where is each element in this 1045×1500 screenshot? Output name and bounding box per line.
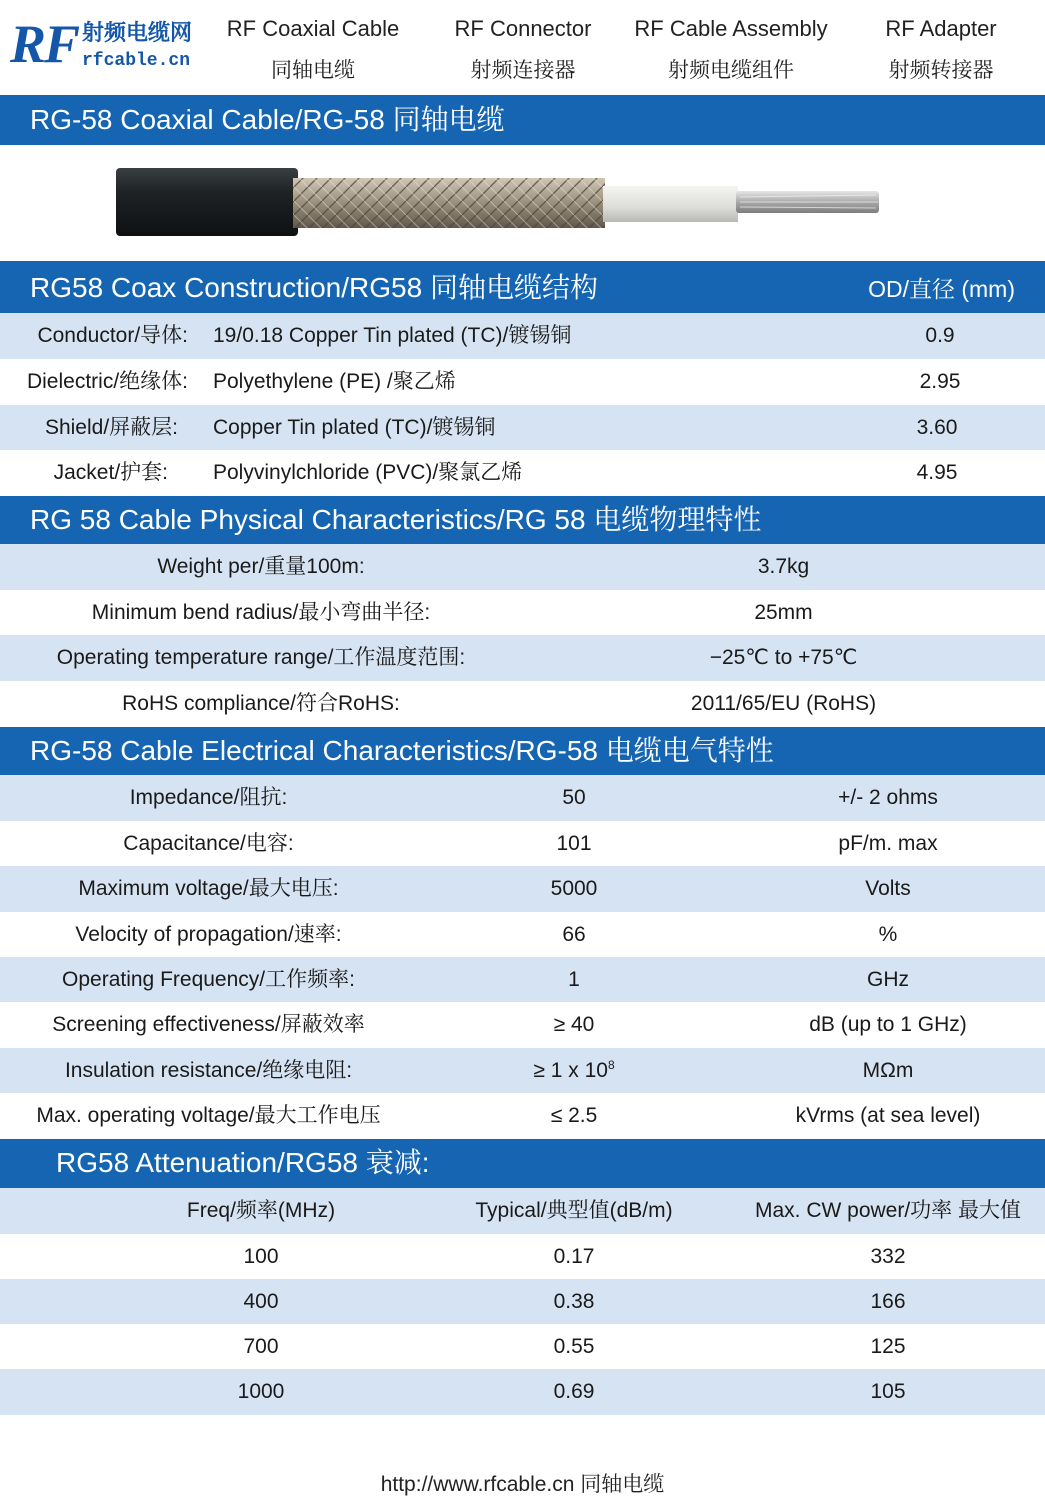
row-value: ≥ 40 bbox=[553, 1013, 595, 1036]
table-row bbox=[0, 359, 1045, 405]
row-description: Copper Tin plated (TC)/镀锡铜 bbox=[213, 416, 496, 439]
table-row bbox=[0, 450, 1045, 496]
nav-label-en: RF Coaxial Cable bbox=[226, 16, 400, 41]
attenuation-section-bar bbox=[0, 1139, 1045, 1188]
row-label: Max. operating voltage/最大工作电压 bbox=[36, 1104, 381, 1127]
table-row bbox=[0, 957, 1045, 1003]
row-od: 3.60 bbox=[916, 416, 958, 439]
table-row bbox=[0, 1279, 1045, 1325]
column-header-typical: Typical/典型值(dB/m) bbox=[475, 1199, 673, 1222]
cell-max-power: 332 bbox=[870, 1245, 906, 1268]
table-row bbox=[0, 1234, 1045, 1280]
nav-label-zh: 射频转接器 bbox=[888, 59, 994, 82]
row-label: Dielectric/绝缘体: bbox=[26, 370, 188, 393]
cell-typical: 0.55 bbox=[553, 1335, 595, 1358]
table-row bbox=[0, 1002, 1045, 1048]
table-row bbox=[0, 681, 1045, 727]
row-unit: pF/m. max bbox=[838, 832, 938, 855]
row-label: Capacitance/电容: bbox=[123, 832, 294, 855]
product-title: RG-58 Coaxial Cable/RG-58 同轴电缆 bbox=[30, 104, 505, 135]
physical-section-bar bbox=[0, 496, 1045, 544]
site-logo[interactable] bbox=[10, 14, 205, 78]
construction-title: RG58 Coax Construction/RG58 同轴电缆结构 bbox=[30, 272, 598, 303]
logo-name: 射频电缆网 bbox=[82, 20, 193, 45]
cell-freq: 400 bbox=[243, 1290, 279, 1313]
row-description: Polyethylene (PE) /聚乙烯 bbox=[213, 370, 456, 393]
row-label: Maximum voltage/最大电压: bbox=[78, 877, 339, 900]
table-row bbox=[0, 635, 1045, 681]
row-value: ≤ 2.5 bbox=[550, 1104, 598, 1127]
cell-max-power: 105 bbox=[870, 1380, 906, 1403]
row-label: Impedance/阻抗: bbox=[129, 786, 288, 809]
cell-max-power: 166 bbox=[870, 1290, 906, 1313]
row-value: 25mm bbox=[754, 601, 813, 624]
nav-label-zh: 同轴电缆 bbox=[271, 59, 355, 82]
table-row bbox=[0, 821, 1045, 867]
table-row bbox=[0, 590, 1045, 636]
nav-rf-adapter[interactable] bbox=[836, 12, 1045, 88]
row-value: −25℃ to +75℃ bbox=[709, 646, 858, 669]
cable-jacket bbox=[116, 168, 298, 236]
value-base: ≥ 1 x 10 bbox=[533, 1059, 608, 1082]
row-value bbox=[417, 1048, 731, 1094]
electrical-title: RG-58 Cable Electrical Characteristics/RG-58 电缆电气特性 bbox=[30, 735, 774, 766]
nav-label-en: RF Connector bbox=[454, 16, 592, 41]
cell-freq: 100 bbox=[243, 1245, 279, 1268]
cable-image bbox=[0, 145, 1045, 261]
logo-url: rfcable.cn bbox=[82, 51, 191, 71]
row-label: Velocity of propagation/速率: bbox=[75, 923, 342, 946]
row-value: 101 bbox=[556, 832, 592, 855]
electrical-section-bar bbox=[0, 727, 1045, 775]
row-value: 5000 bbox=[550, 877, 598, 900]
row-label: Shield/屏蔽层: bbox=[44, 416, 178, 439]
row-label: Conductor/导体: bbox=[37, 324, 188, 347]
row-label: Operating temperature range/工作温度范围: bbox=[56, 646, 466, 669]
footer-url[interactable]: http://www.rfcable.cn 同轴电缆 bbox=[380, 1473, 665, 1496]
row-label: Jacket/护套: bbox=[53, 461, 168, 484]
nav-label-en: RF Adapter bbox=[885, 16, 997, 41]
cable-dielectric bbox=[603, 186, 738, 222]
row-unit: +/- 2 ohms bbox=[838, 786, 938, 809]
table-row bbox=[0, 912, 1045, 958]
product-title-bar bbox=[0, 95, 1045, 145]
cell-freq: 1000 bbox=[237, 1380, 285, 1403]
row-value: 3.7kg bbox=[757, 555, 810, 578]
table-row bbox=[0, 313, 1045, 359]
nav-rf-cable-assembly[interactable] bbox=[626, 12, 836, 88]
logo-mark: RF bbox=[10, 14, 79, 74]
table-row bbox=[0, 1324, 1045, 1370]
cell-freq: 700 bbox=[243, 1335, 279, 1358]
column-header-freq: Freq/频率(MHz) bbox=[186, 1199, 336, 1222]
row-unit: MΩm bbox=[862, 1059, 914, 1082]
row-unit: % bbox=[878, 923, 898, 946]
table-row bbox=[0, 1093, 1045, 1139]
site-header bbox=[0, 0, 1045, 95]
od-column-header: OD/直径 (mm) bbox=[868, 276, 1015, 302]
row-label: Minimum bend radius/最小弯曲半径: bbox=[91, 601, 431, 624]
row-od: 0.9 bbox=[925, 324, 955, 347]
row-label: Insulation resistance/绝缘电阻: bbox=[64, 1059, 353, 1082]
row-value: 50 bbox=[562, 786, 586, 809]
table-row bbox=[0, 866, 1045, 912]
row-value: 2011/65/EU (RoHS) bbox=[690, 692, 877, 715]
cell-max-power: 125 bbox=[870, 1335, 906, 1358]
table-row bbox=[0, 775, 1045, 821]
table-row bbox=[0, 1048, 1045, 1094]
row-description: 19/0.18 Copper Tin plated (TC)/镀锡铜 bbox=[213, 324, 572, 347]
column-header-max-power: Max. CW power/功率 最大值 bbox=[754, 1199, 1022, 1222]
row-label: RoHS compliance/符合RoHS: bbox=[122, 692, 400, 715]
nav-label-zh: 射频电缆组件 bbox=[668, 59, 794, 82]
row-od: 4.95 bbox=[916, 461, 958, 484]
row-description: Polyvinylchloride (PVC)/聚氯乙烯 bbox=[213, 461, 523, 484]
cell-typical: 0.38 bbox=[553, 1290, 595, 1313]
cell-typical: 0.69 bbox=[553, 1380, 595, 1403]
row-unit: dB (up to 1 GHz) bbox=[809, 1013, 967, 1036]
table-header-row bbox=[0, 1188, 1045, 1234]
row-label: Operating Frequency/工作频率: bbox=[62, 968, 355, 991]
physical-title: RG 58 Cable Physical Characteristics/RG 58 电缆物理特性 bbox=[30, 504, 762, 535]
nav-label-en: RF Cable Assembly bbox=[634, 16, 828, 41]
table-row bbox=[0, 1369, 1045, 1415]
table-row bbox=[0, 405, 1045, 451]
construction-section-bar bbox=[0, 261, 1045, 313]
row-label: Screening effectiveness/屏蔽效率 bbox=[52, 1013, 365, 1036]
nav-rf-coaxial-cable[interactable] bbox=[208, 12, 418, 88]
row-unit: GHz bbox=[867, 968, 909, 991]
row-od: 2.95 bbox=[919, 370, 961, 393]
attenuation-title: RG58 Attenuation/RG58 衰减: bbox=[56, 1147, 430, 1178]
row-unit: kVrms (at sea level) bbox=[795, 1104, 981, 1127]
row-value: 1 bbox=[568, 968, 580, 991]
row-label: Weight per/重量100m: bbox=[157, 555, 365, 578]
nav-label-zh: 射频连接器 bbox=[470, 59, 576, 82]
row-value: 66 bbox=[562, 923, 586, 946]
table-row bbox=[0, 544, 1045, 590]
cell-typical: 0.17 bbox=[553, 1245, 595, 1268]
nav-rf-connector[interactable] bbox=[418, 12, 628, 88]
value-exponent: 8 bbox=[607, 1058, 615, 1072]
row-unit: Volts bbox=[865, 877, 911, 900]
coax-cable-illustration bbox=[0, 145, 1045, 261]
